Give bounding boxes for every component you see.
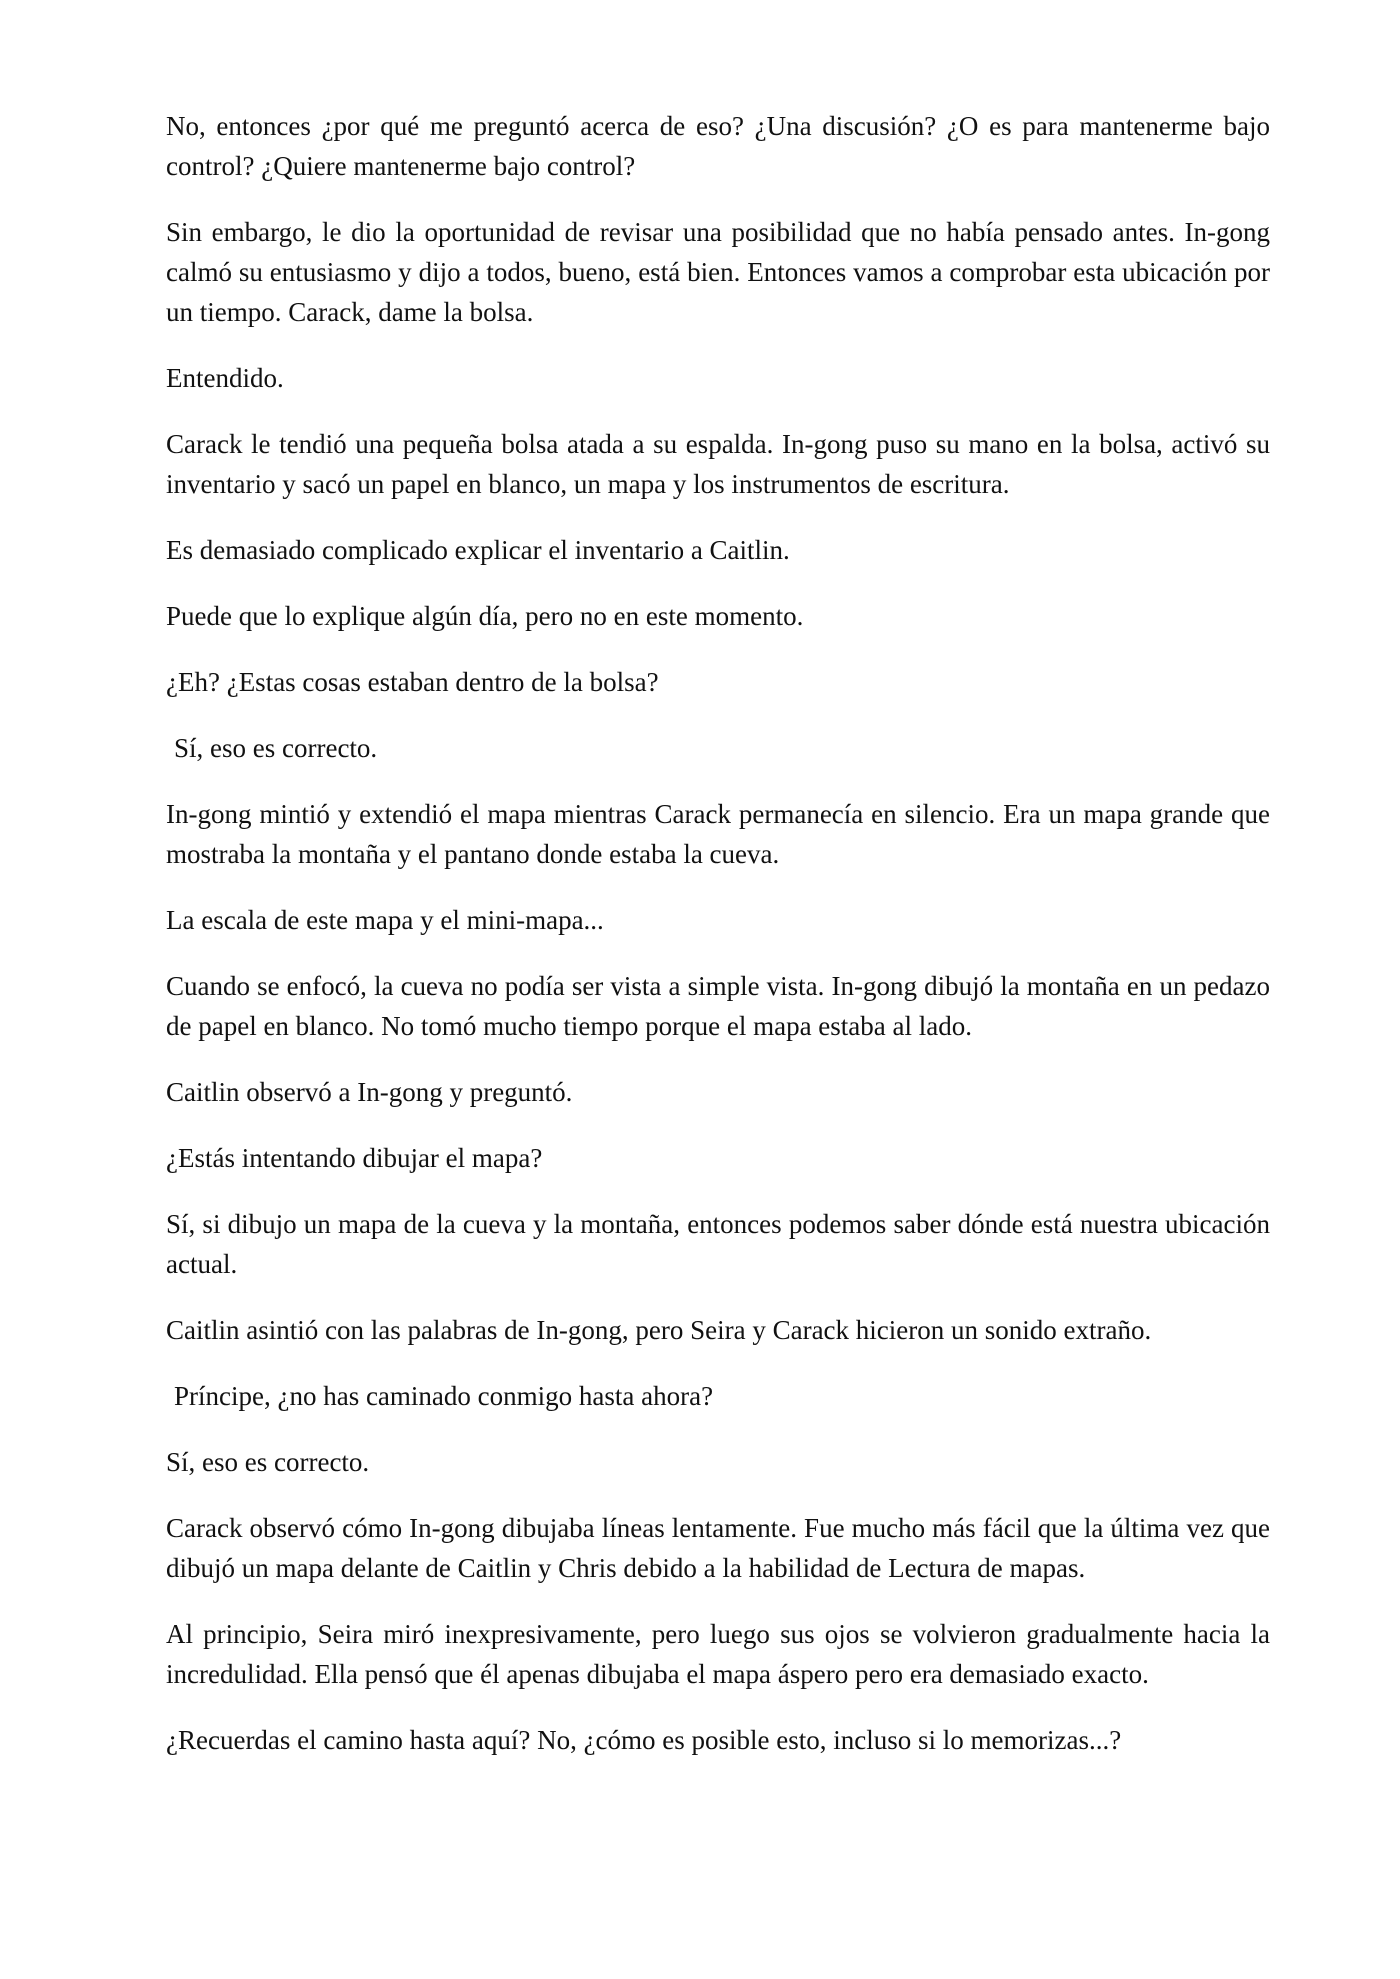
paragraph: Sí, eso es correcto. [166, 1447, 370, 1477]
paragraph: Es demasiado complicado explicar el inventario a Caitlin. [166, 535, 790, 565]
paragraph: Cuando se enfocó, la cueva no podía ser vista a simple vista. In-gong dibujó la montaña en un pedazo de papel en blanco. No tomó mucho tiempo porque el mapa estaba al lado. [166, 971, 1270, 1041]
paragraph: Caitlin observó a In-gong y preguntó. [166, 1077, 573, 1107]
paragraph: Al principio, Seira miró inexpresivamente, pero luego sus ojos se volvieron gradualmente hacia la incredulidad. Ella pensó que él apenas dibujaba el mapa áspero pero era demasiado exacto. [166, 1619, 1270, 1689]
paragraph: Príncipe, ¿no has caminado conmigo hasta ahora? [174, 1381, 714, 1411]
paragraph: Sí, si dibujo un mapa de la cueva y la montaña, entonces podemos saber dónde está nuestra ubicación actual. [166, 1209, 1270, 1279]
paragraph: La escala de este mapa y el mini-mapa... [166, 905, 604, 935]
text-body [166, 106, 1270, 1786]
paragraph: In-gong mintió y extendió el mapa mientras Carack permanecía en silencio. Era un mapa grande que mostraba la montaña y el pantano donde estaba la cueva. [166, 799, 1270, 869]
paragraph: No, entonces ¿por qué me preguntó acerca de eso? ¿Una discusión? ¿O es para mantenerme bajo control? ¿Quiere mantenerme bajo control? [166, 111, 1270, 181]
paragraph: Entendido. [166, 363, 284, 393]
paragraph: ¿Recuerdas el camino hasta aquí? No, ¿cómo es posible esto, incluso si lo memorizas...? [166, 1725, 1122, 1755]
paragraph: ¿Eh? ¿Estas cosas estaban dentro de la bolsa? [166, 667, 659, 697]
paragraph: Caitlin asintió con las palabras de In-gong, pero Seira y Carack hicieron un sonido extraño. [166, 1315, 1152, 1345]
paragraph: Puede que lo explique algún día, pero no en este momento. [166, 601, 804, 631]
paragraph: Sí, eso es correcto. [174, 733, 378, 763]
paragraph: Carack le tendió una pequeña bolsa atada a su espalda. In-gong puso su mano en la bolsa, activó su inventario y sacó un papel en blanco, un mapa y los instrumentos de escritura. [166, 429, 1270, 499]
paragraph: Carack observó cómo In-gong dibujaba líneas lentamente. Fue mucho más fácil que la última vez que dibujó un mapa delante de Caitlin y Chris debido a la habilidad de Lectura de mapas. [166, 1513, 1270, 1583]
paragraph: Sin embargo, le dio la oportunidad de revisar una posibilidad que no había pensado antes. In-gong calmó su entusiasmo y dijo a todos, bueno, está bien. Entonces vamos a comprobar esta ubicación por un tiempo. Carack, dame la bolsa. [166, 217, 1270, 327]
paragraph: ¿Estás intentando dibujar el mapa? [166, 1143, 543, 1173]
